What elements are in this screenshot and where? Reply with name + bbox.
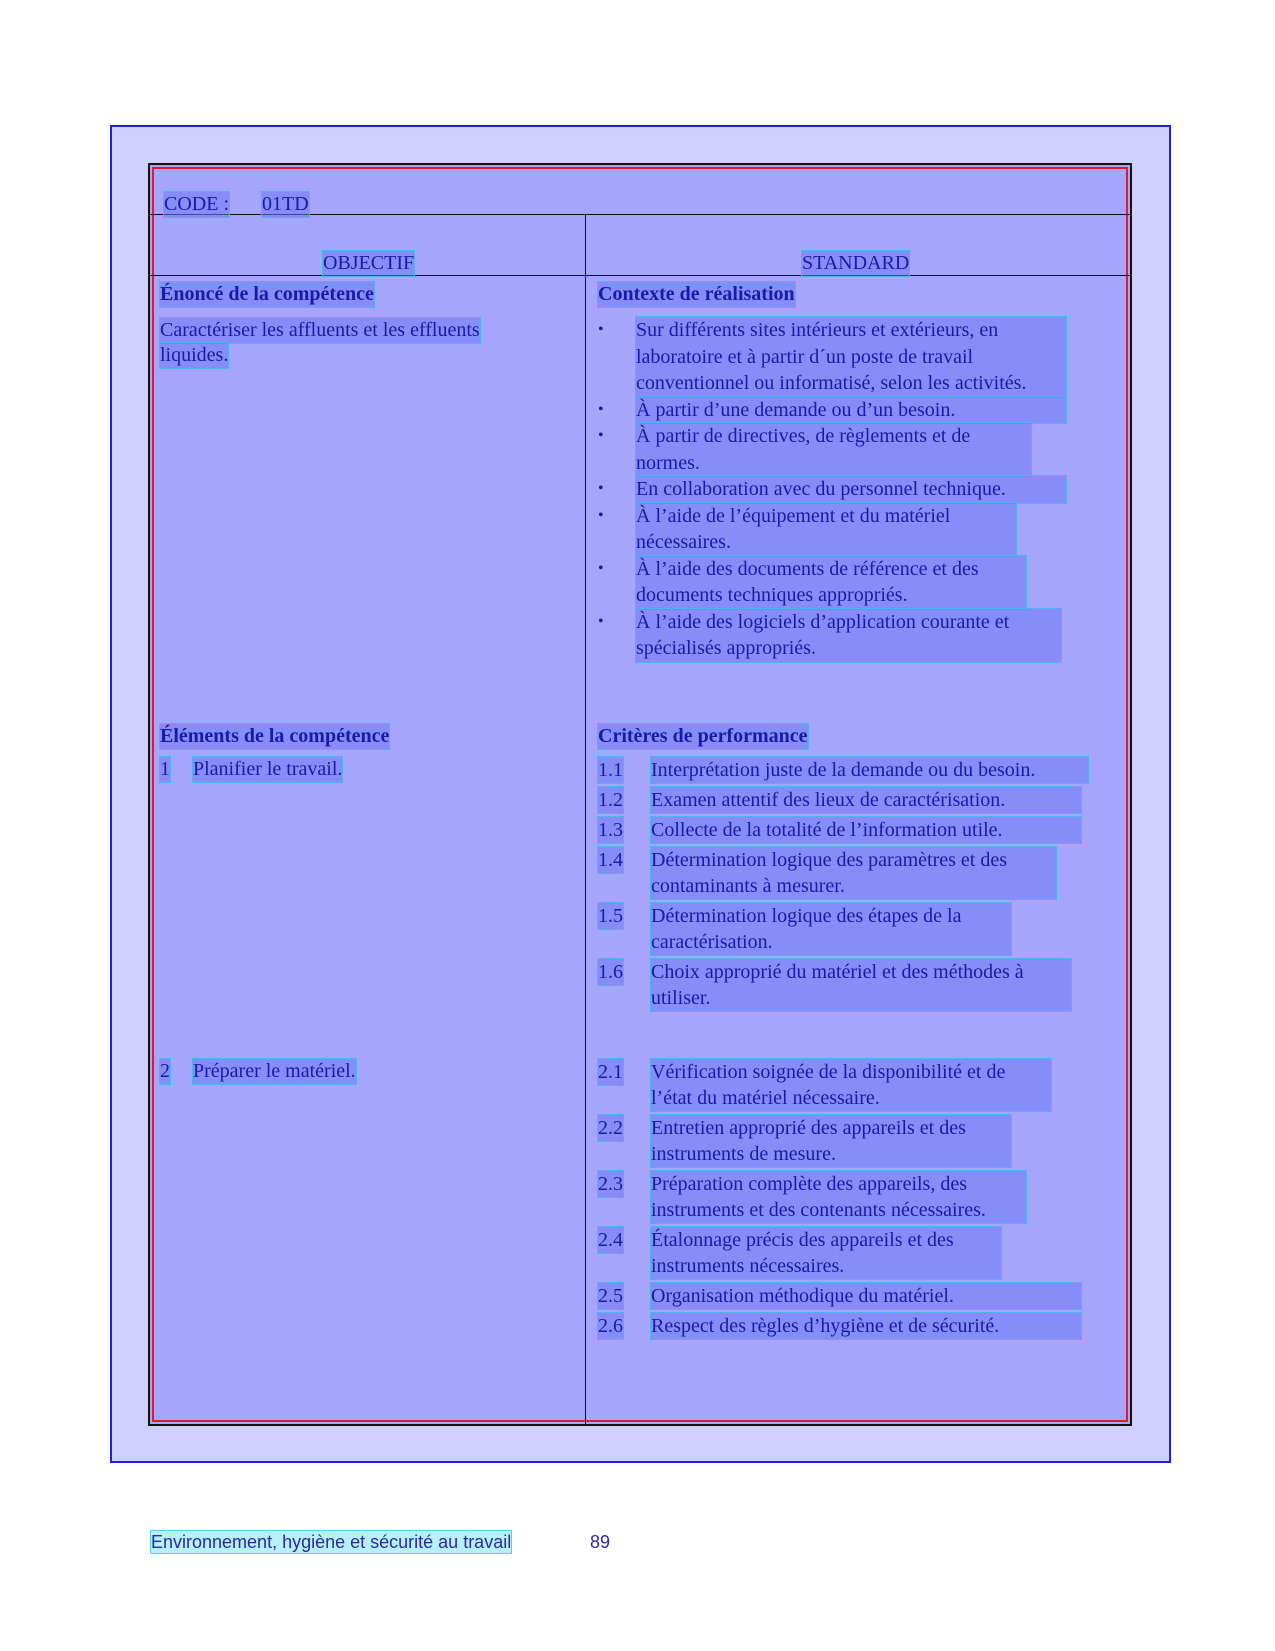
enonce-text-line1: Caractériser les affluents et les effluents: [160, 319, 480, 341]
contexte-title: Contexte de réalisation: [598, 283, 795, 305]
contexte-item: [598, 476, 1058, 503]
header-standard: STANDARD: [802, 252, 910, 274]
contexte-item: [598, 317, 1058, 397]
critere-text: Collecte de la totalité de l’information utile.: [651, 817, 1081, 843]
critere-num: 2.6: [598, 1315, 623, 1337]
bullet-icon: •: [598, 480, 604, 497]
critere-item: [598, 1283, 1088, 1309]
critere-item: [598, 903, 1088, 955]
critere-num: 2.1: [598, 1061, 623, 1083]
bullet-icon: •: [598, 559, 604, 577]
critere-item: [598, 1059, 1088, 1111]
critere-item: [598, 1171, 1088, 1223]
critere-text: Choix approprié du matériel et des méthodes à utiliser.: [651, 959, 1071, 1011]
contexte-item-text: À partir d’une demande ou d’un besoin.: [636, 397, 1066, 424]
enonce-title: Énoncé de la compétence: [160, 283, 374, 305]
critere-text: Respect des règles d’hygiène et de sécurité.: [651, 1313, 1081, 1339]
bullet-icon: •: [598, 321, 604, 338]
critere-item: [598, 1115, 1088, 1167]
contexte-item: [598, 423, 1058, 476]
contexte-item: [598, 556, 1058, 609]
contexte-item-text: À l’aide des documents de référence et des documents techniques appropriés.: [636, 556, 1026, 609]
critere-text: Étalonnage précis des appareils et des instruments nécessaires.: [651, 1227, 1001, 1279]
criteres-title: Critères de performance: [598, 725, 808, 747]
column-divider: [585, 214, 586, 1424]
critere-item: [598, 847, 1088, 899]
contexte-item-text: À l’aide des logiciels d’application courante et spécialisés appropriés.: [636, 609, 1061, 662]
critere-num: 2.4: [598, 1229, 623, 1251]
bullet-icon: •: [598, 506, 604, 524]
contexte-item-text: À partir de directives, de règlements et de normes.: [636, 423, 1031, 476]
critere-item: [598, 1227, 1088, 1279]
critere-num: 1.6: [598, 961, 623, 983]
criteres-group-2: [598, 1059, 1088, 1339]
element-label: Préparer le matériel.: [193, 1060, 356, 1082]
contexte-list: [598, 317, 1058, 662]
footer-title: Environnement, hygiène et sécurité au travail: [151, 1532, 512, 1552]
critere-num: 1.1: [598, 759, 623, 781]
critere-text: Détermination logique des étapes de la caractérisation.: [651, 903, 1011, 955]
bullet-icon: •: [598, 427, 604, 444]
critere-num: 2.5: [598, 1285, 623, 1307]
critere-text: Interprétation juste de la demande ou du besoin.: [651, 757, 1088, 783]
element-label: Planifier le travail.: [193, 758, 343, 780]
elements-title: Éléments de la compétence: [160, 725, 390, 747]
critere-text: Organisation méthodique du matériel.: [651, 1283, 1081, 1309]
critere-text: Examen attentif des lieux de caractérisation.: [651, 787, 1081, 813]
critere-text: Vérification soignée de la disponibilité et de l’état du matériel nécessaire.: [651, 1059, 1051, 1111]
critere-num: 2.2: [598, 1117, 623, 1139]
contexte-item: [598, 503, 1058, 556]
code-value: 01TD: [262, 193, 309, 215]
critere-text: Détermination logique des paramètres et des contaminants à mesurer.: [651, 847, 1056, 899]
contexte-item-text: Sur différents sites intérieurs et extérieurs, en laboratoire et à partir d´un poste de travail conventionnel ou informatisé, selon les activités.: [636, 317, 1066, 397]
element-num: 2: [160, 1060, 170, 1082]
critere-item: [598, 959, 1088, 1011]
critere-num: 1.4: [598, 849, 623, 871]
footer-page-number: 89: [590, 1532, 611, 1552]
contexte-item: [598, 609, 1058, 662]
critere-item: [598, 787, 1088, 813]
contexte-item-text: En collaboration avec du personnel technique.: [636, 476, 1066, 503]
header-objectif: OBJECTIF: [323, 252, 415, 274]
critere-num: 1.2: [598, 789, 623, 811]
critere-text: Préparation complète des appareils, des instruments et des contenants nécessaires.: [651, 1171, 1026, 1223]
code-label: CODE :: [164, 193, 229, 215]
bullet-icon: •: [598, 612, 604, 630]
critere-num: 1.5: [598, 905, 623, 927]
critere-item: [598, 1313, 1088, 1339]
contexte-item: [598, 397, 1058, 424]
row-divider-header: [150, 275, 1130, 276]
element-num: 1: [160, 758, 170, 780]
critere-text: Entretien approprié des appareils et des instruments de mesure.: [651, 1115, 1011, 1167]
critere-num: 2.3: [598, 1173, 623, 1195]
contexte-item-text: À l’aide de l’équipement et du matériel nécessaires.: [636, 503, 1016, 556]
critere-item: [598, 817, 1088, 843]
enonce-text-line2: liquides.: [160, 344, 229, 366]
critere-num: 1.3: [598, 819, 623, 841]
critere-item: [598, 757, 1088, 783]
bullet-icon: •: [598, 400, 604, 418]
criteres-group-1: [598, 757, 1088, 1011]
